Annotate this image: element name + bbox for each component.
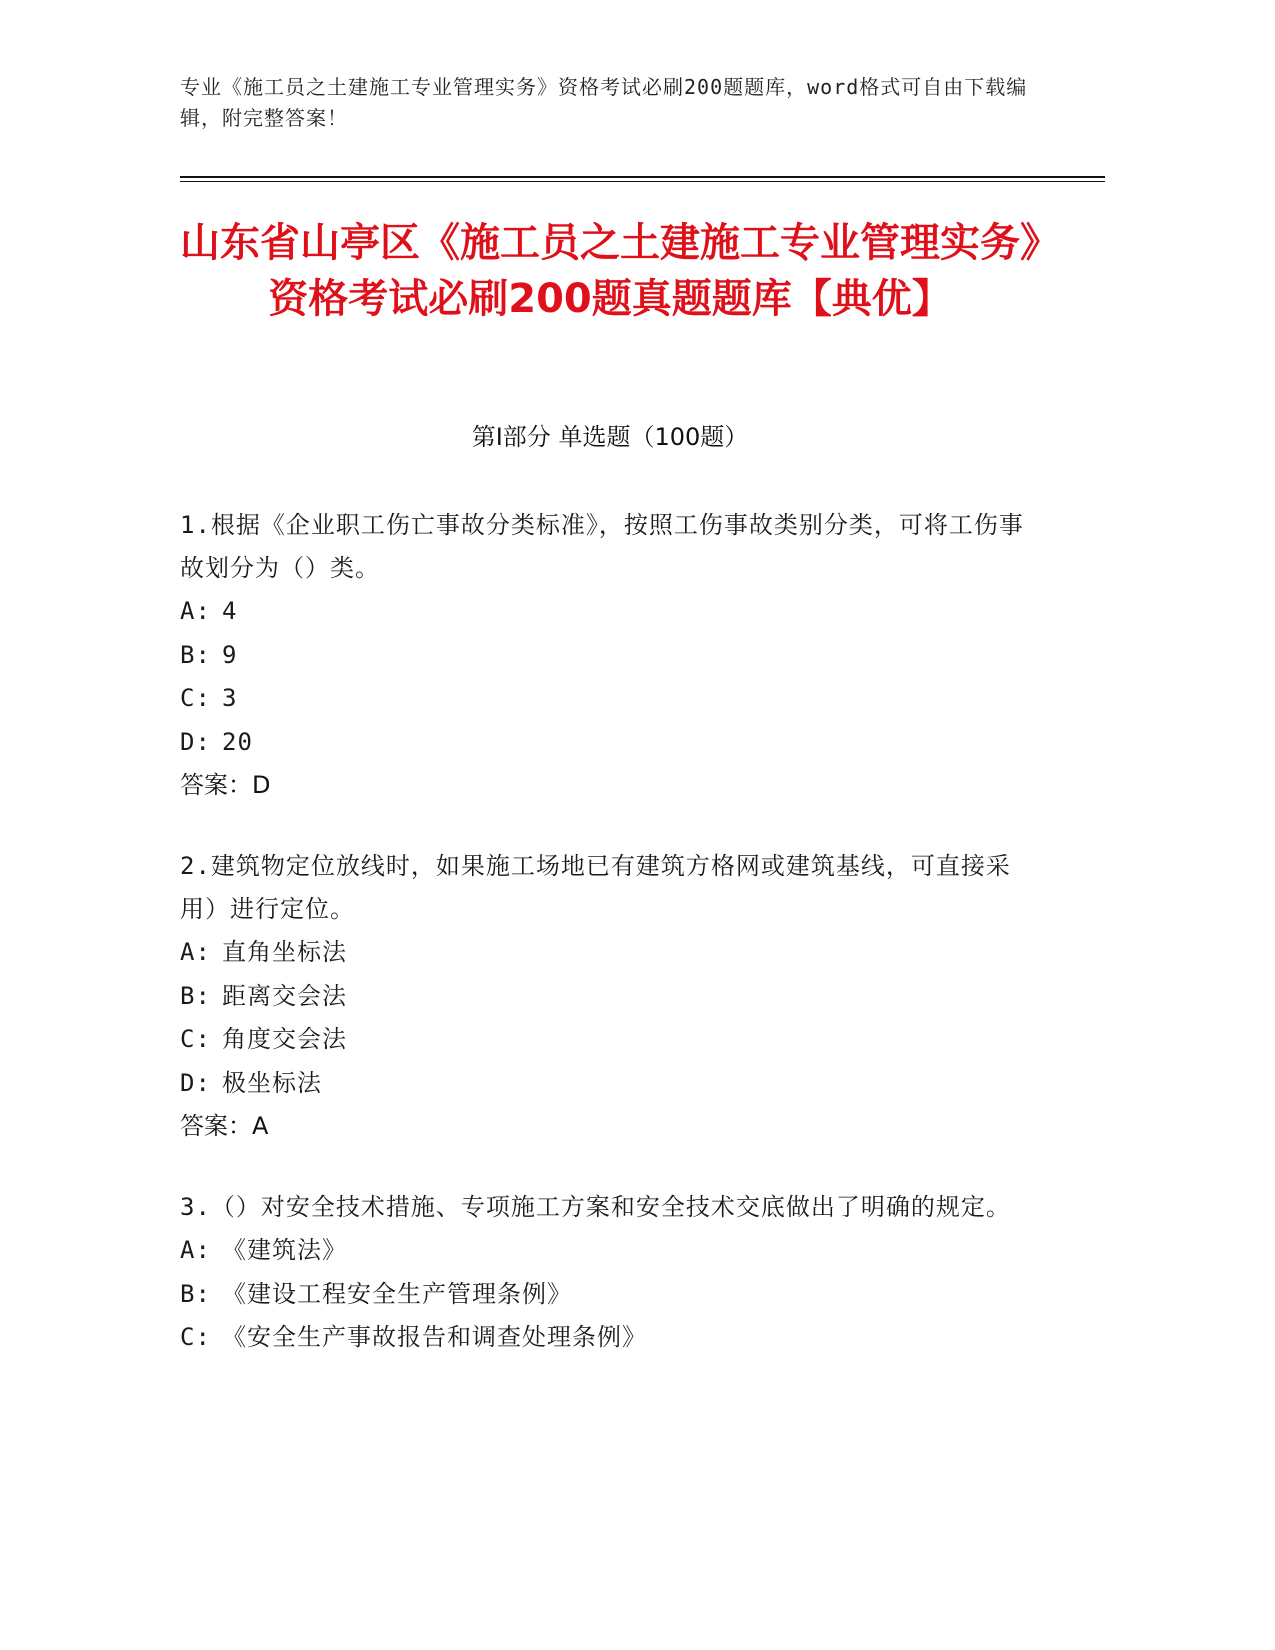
option-letter: B: <box>180 640 211 669</box>
option-a <box>180 1229 1040 1273</box>
question-stem: 3.（）对安全技术措施、专项施工方案和安全技术交底做出了明确的规定。 <box>180 1193 1011 1221</box>
option-letter: D: <box>180 1068 211 1097</box>
document-title: 山东省山亭区《施工员之土建施工专业管理实务》资格考试必刷200题真题题库【典优】 <box>180 220 1040 322</box>
option-a <box>180 931 1040 975</box>
option-letter: D: <box>180 727 211 756</box>
option-d <box>180 1062 1040 1106</box>
header-divider-thin <box>180 181 1105 182</box>
option-letter: B: <box>180 1279 211 1308</box>
option-b <box>180 975 1040 1019</box>
header-note: 专业《施工员之土建施工专业管理实务》资格考试必刷200题题库，word格式可自由下载编辑，附完整答案！ <box>180 75 1028 130</box>
option-b <box>180 1273 1040 1317</box>
option-c <box>180 1316 1040 1360</box>
option-d <box>180 721 1040 765</box>
option-a <box>180 590 1040 634</box>
option-text: 9 <box>222 640 238 669</box>
option-letter: A: <box>180 1236 211 1264</box>
option-letter: C: <box>180 684 211 712</box>
option-b <box>180 634 1040 678</box>
option-c <box>180 1018 1040 1062</box>
option-text: 直角坐标法 <box>222 938 347 966</box>
option-text: 《建筑法》 <box>222 1236 347 1264</box>
option-letter: A: <box>180 938 211 966</box>
answer-line: 答案：D <box>180 771 271 799</box>
option-text: 距离交会法 <box>222 981 347 1010</box>
option-c <box>180 677 1040 721</box>
option-letter: C: <box>180 1025 211 1053</box>
option-letter: B: <box>180 981 211 1010</box>
question-2 <box>180 845 1040 1148</box>
option-text: 3 <box>222 684 238 712</box>
question-3 <box>180 1186 1040 1360</box>
option-letter: C: <box>180 1323 211 1351</box>
question-list <box>180 504 1040 1398</box>
option-letter: A: <box>180 597 211 625</box>
option-text: 《安全生产事故报告和调查处理条例》 <box>222 1323 647 1351</box>
question-stem: 1.根据《企业职工伤亡事故分类标准》，按照工伤事故类别分类，可将工伤事故划分为（）类。 <box>180 511 1024 582</box>
option-text: 角度交会法 <box>222 1025 347 1053</box>
option-text: 《建设工程安全生产管理条例》 <box>222 1279 572 1308</box>
question-1 <box>180 504 1040 807</box>
answer-line: 答案：A <box>180 1112 269 1140</box>
question-stem: 2.建筑物定位放线时，如果施工场地已有建筑方格网或建筑基线，可直接采用）进行定位。 <box>180 852 1011 923</box>
option-text: 4 <box>222 597 238 625</box>
option-text: 极坐标法 <box>222 1068 322 1097</box>
header-divider-thick <box>180 176 1105 178</box>
section-title: 第I部分 单选题（100题） <box>471 423 749 451</box>
option-text: 20 <box>222 727 253 756</box>
